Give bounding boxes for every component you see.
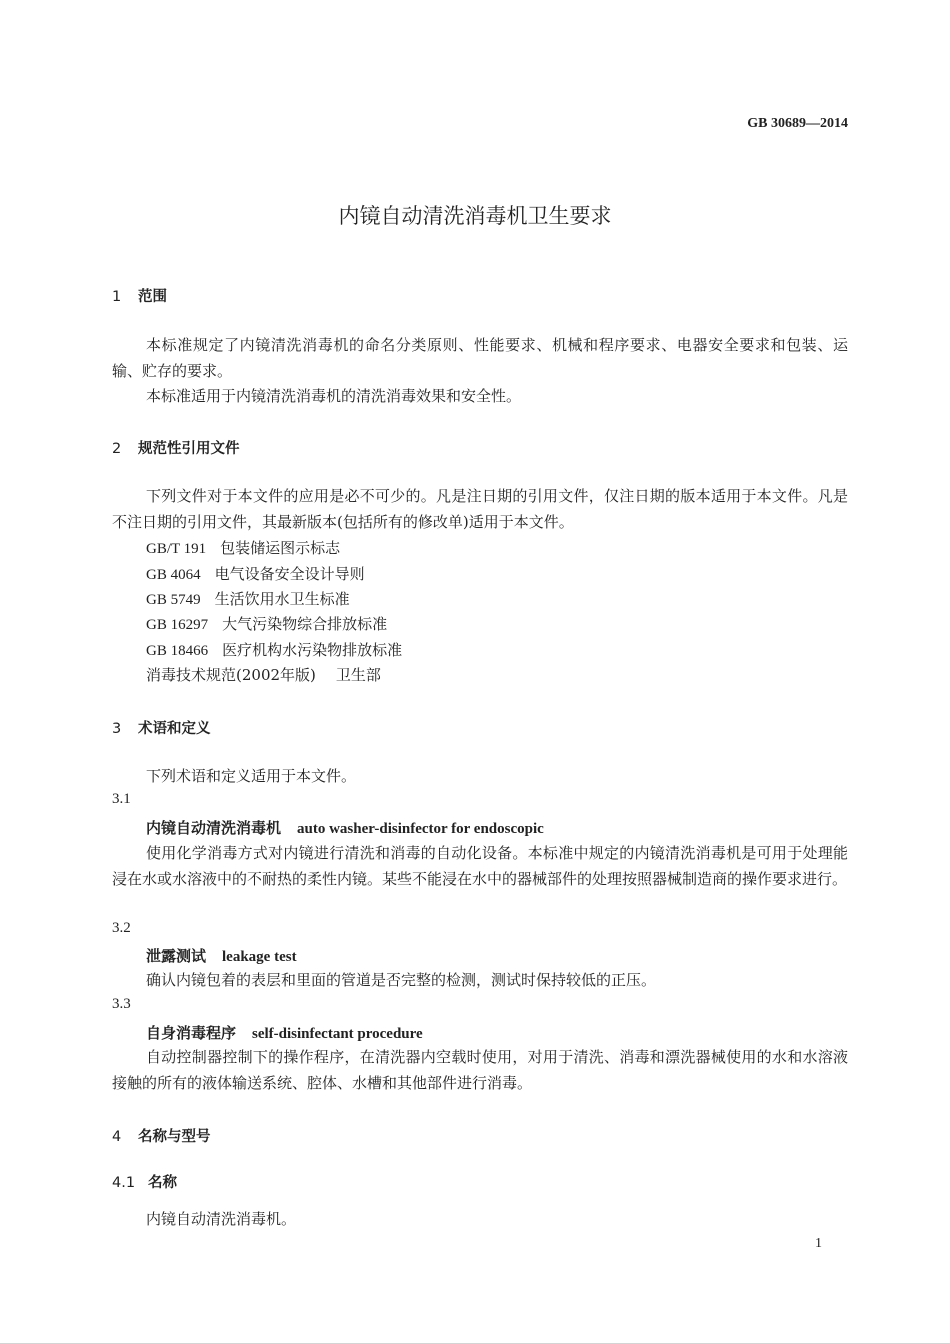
reference-item: [146, 639, 402, 660]
reference-item: [146, 664, 381, 685]
section-title: 名称与型号: [138, 1129, 211, 1145]
reference-title: 电气设备安全设计导则: [214, 565, 365, 583]
definition: 确认内镜包着的表层和里面的管道是否完整的检测，测试时保持较低的正压。: [146, 971, 657, 989]
term: [146, 1022, 423, 1043]
subsection-4-1-heading: [112, 1171, 177, 1192]
reference-item: [146, 563, 365, 584]
reference-item: [146, 537, 340, 558]
section-3-heading: [112, 717, 211, 738]
term-en: auto washer-disinfector for endoscopic: [297, 821, 544, 837]
reference-code: GB 4064: [146, 567, 201, 583]
term-en: leakage test: [222, 949, 297, 965]
section-title: 术语和定义: [138, 721, 211, 737]
term-zh: 泄露测试: [146, 947, 207, 965]
reference-title: 包装储运图示标志: [220, 539, 341, 557]
definition: 使用化学消毒方式对内镜进行清洗和消毒的自动化设备。本标准中规定的内镜清洗消毒机是可用于处理能浸在水或水溶液中的不耐热的柔性内镜。某些不能浸在水中的器械部件的处理按照器械制造商的操作要求进行。: [112, 844, 848, 888]
section-title: 名称: [148, 1175, 177, 1191]
reference-code: 消毒技术规范(2002年版): [146, 666, 316, 684]
paragraph: 本标准规定了内镜清洗消毒机的命名分类原则、性能要求、机械和程序要求、电器安全要求和包装、运输、贮存的要求。: [112, 336, 848, 380]
section-title: 范围: [138, 289, 167, 305]
section-2-heading: [112, 437, 240, 458]
clause-number: 3.1: [112, 791, 131, 807]
document-title: 内镜自动清洗消毒机卫生要求: [338, 204, 612, 228]
paragraph: 内镜自动清洗消毒机。: [146, 1210, 297, 1228]
reference-title: 卫生部: [335, 666, 381, 684]
definition: 自动控制器控制下的操作程序，在清洗器内空载时使用，对用于清洗、消毒和漂洗器械使用的水和水溶液接触的所有的液体输送系统、腔体、水槽和其他部件进行消毒。: [112, 1048, 848, 1092]
section-4-heading: [112, 1125, 211, 1146]
reference-item: [146, 588, 350, 609]
paragraph: 下列文件对于本文件的应用是必不可少的。凡是注日期的引用文件，仅注日期的版本适用于本文件。凡是不注日期的引用文件，其最新版本(包括所有的修改单)适用于本文件。: [112, 487, 848, 531]
term-zh: 内镜自动清洗消毒机: [146, 819, 282, 837]
section-number: 1: [112, 289, 122, 305]
clause-number: 3.3: [112, 996, 131, 1012]
term-zh: 自身消毒程序: [146, 1024, 237, 1042]
page-number: 1: [815, 1236, 822, 1251]
paragraph: 下列术语和定义适用于本文件。: [146, 767, 357, 785]
section-1-heading: [112, 285, 167, 306]
reference-code: GB 16297: [146, 617, 209, 633]
reference-title: 大气污染物综合排放标准: [222, 615, 388, 633]
clause-number: 3.2: [112, 920, 131, 936]
section-title: 规范性引用文件: [138, 441, 240, 457]
term-en: self-disinfectant procedure: [252, 1026, 423, 1042]
reference-title: 生活饮用水卫生标准: [214, 590, 350, 608]
term: [146, 817, 544, 838]
section-number: 4: [112, 1129, 122, 1145]
section-number: 3: [112, 721, 122, 737]
term: [146, 945, 297, 966]
reference-code: GB 5749: [146, 592, 201, 608]
section-number: 4.1: [112, 1175, 136, 1191]
reference-item: [146, 613, 387, 634]
reference-code: GB/T 191: [146, 541, 207, 557]
standard-number: GB 30689—2014: [747, 116, 848, 131]
section-number: 2: [112, 441, 122, 457]
paragraph: 本标准适用于内镜清洗消毒机的清洗消毒效果和安全性。: [146, 387, 522, 405]
reference-title: 医疗机构水污染物排放标准: [222, 641, 403, 659]
reference-code: GB 18466: [146, 643, 209, 659]
